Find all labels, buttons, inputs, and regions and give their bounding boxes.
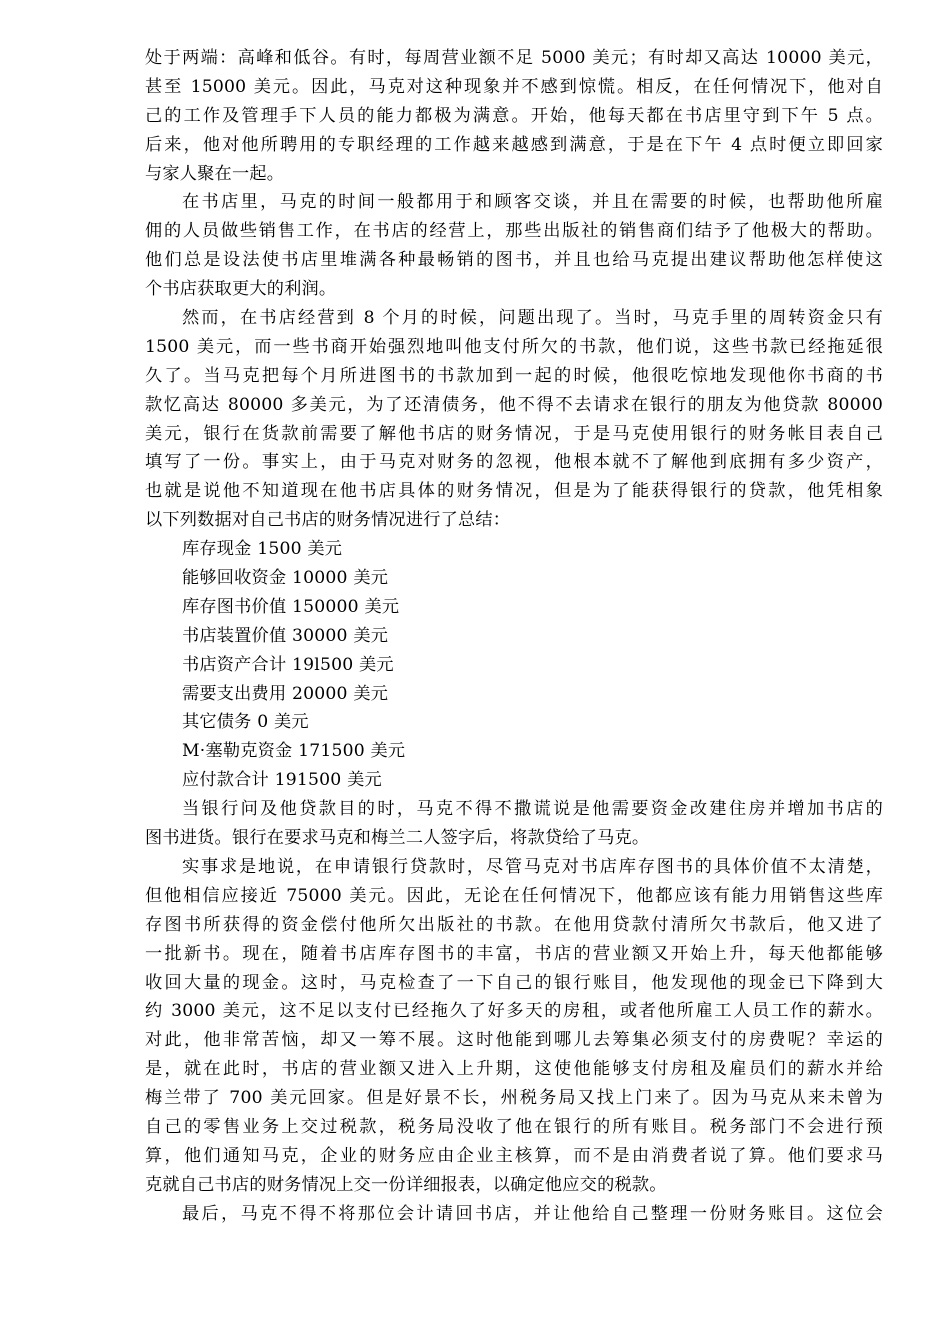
text-line: 填写了一份。事实上，由于马克对财务的忽视，他根本就不了解他到底拥有多少资产， <box>145 452 883 473</box>
text-line: 图书进货。银行在要求马克和梅兰二人签字后，将款贷给了马克。 <box>145 828 650 849</box>
text-line: 当银行问及他贷款目的时，马克不得不撒谎说是他需要资金改建住房并增加书店的 <box>182 799 883 820</box>
text-line: 是，就在此时，书店的营业额又进入上升期，这使他能够支付房租及雇员们的薪水并给 <box>145 1059 883 1080</box>
list-item: 书店装置价值 30000 美元 <box>182 625 389 646</box>
text-line: 个书店获取更大的利润。 <box>145 279 337 300</box>
text-line: 甚至 15000 美元。因此，马克对这种现象并不感到惊慌。相反，在任何情况下，他对自 <box>145 76 883 97</box>
document-page <box>145 44 883 1229</box>
paragraph-tax-trouble <box>145 853 883 1200</box>
paragraph-accountant-return <box>145 1200 883 1229</box>
text-line: 后来，他对他所聘用的专职经理的工作越来越感到满意，于是在下午 4 点时便立即回家 <box>145 134 883 155</box>
text-line: 最后，马克不得不将那位会计请回书店，并让他给自己整理一份财务账目。这位会 <box>182 1203 883 1224</box>
list-item: 应付款合计 191500 美元 <box>182 770 382 791</box>
list-item: 库存图书价值 150000 美元 <box>182 596 400 617</box>
text-line: 他们总是设法使书店里堆满各种最畅销的图书，并且也给马克提出建议帮助他怎样使这 <box>145 250 883 271</box>
list-item: 库存现金 1500 美元 <box>182 539 343 560</box>
text-line: 款忆高达 80000 多美元，为了还清债务，他不得不去请求在银行的朋友为他贷款 80000 <box>145 394 883 415</box>
list-item: 能够回收资金 10000 美元 <box>182 568 389 589</box>
text-line: 与家人聚在一起。 <box>145 163 285 184</box>
text-line: 收回大量的现金。这时，马克检查了一下自己的银行账目，他发现他的现金已下降到大 <box>145 972 883 993</box>
text-line: 存图书所获得的资金偿付他所欠出版社的书款。在他用贷款付清所欠书款后，他又进了 <box>145 914 883 935</box>
text-line: 1500 美元，而一些书商开始强烈地叫他支付所欠的书款，他们说，这些书款已经拖延很 <box>145 336 883 357</box>
list-item: 需要支出费用 20000 美元 <box>182 683 389 704</box>
financial-summary-list <box>145 535 883 795</box>
text-line: 以下列数据对自己书店的财务情况进行了总结： <box>145 510 511 531</box>
text-line: 一批新书。现在，随着书店库存图书的丰富，书店的营业额又开始上升，每天他都能够 <box>145 943 883 964</box>
text-line: 克就自己书店的财务情况上交一份详细报表，以确定他应交的税款。 <box>145 1174 667 1195</box>
list-item: 其它债务 0 美元 <box>182 712 309 733</box>
paragraph-bookstore-work <box>145 188 883 304</box>
text-line: 自己的零售业务上交过税款，税务局没收了他在银行的所有账目。税务部门不会进行预 <box>145 1116 883 1137</box>
text-line: 然而，在书店经营到 8 个月的时候，问题出现了。当时，马克手里的周转资金只有 <box>182 308 883 329</box>
text-line: 也就是说他不知道现在他书店具体的财务情况，但是为了能获得银行的贷款，他凭相象 <box>145 481 883 502</box>
text-line: 梅兰带了 700 美元回家。但是好景不长，州税务局又找上门来了。因为马克从来未曾为 <box>145 1088 883 1109</box>
list-item: M·塞勒克资金 171500 美元 <box>182 741 406 762</box>
text-line: 对此，他非常苦恼，却又一筹不展。这时他能到哪儿去筹集必须支付的房费呢？幸运的 <box>145 1030 883 1051</box>
text-line: 久了。当马克把每个月所进图书的书款加到一起的时候，他很吃惊地发现他你书商的书 <box>145 365 883 386</box>
list-item: 书店资产合计 19l500 美元 <box>182 654 394 675</box>
text-line: 但他相信应接近 75000 美元。因此，无论在任何情况下，他都应该有能力用销售这些库 <box>145 885 883 906</box>
paragraph-loan-purpose <box>145 795 883 853</box>
text-line: 在书店里，马克的时间一般都用于和顾客交谈，并且在需要的时候，也帮助他所雇 <box>182 192 883 213</box>
text-line: 佣的人员做些销售工作，在书店的经营上，那些出版社的销售商们结予了他极大的帮助。 <box>145 221 883 242</box>
paragraph-sales-fluctuation <box>145 44 883 188</box>
text-line: 约 3000 美元，这不足以支付已经拖久了好多天的房租，或者他所雇工人员工作的薪水。 <box>145 1001 883 1022</box>
text-line: 己的工作及管理手下人员的能力都极为满意。开始，他每天都在书店里守到下午 5 点。 <box>145 105 883 126</box>
text-line: 美元，银行在货款前需要了解他书店的财务情况，于是马克使用银行的财务帐目表自己 <box>145 423 883 444</box>
paragraph-problem-arises <box>145 304 883 535</box>
text-line: 实事求是地说，在申请银行贷款时，尽管马克对书店库存图书的具体价值不太清楚， <box>182 856 883 877</box>
text-line: 处于两端：高峰和低谷。有时，每周营业额不足 5000 美元；有时却又高达 10000 美元， <box>145 48 883 68</box>
text-line: 算，他们通知马克，企业的财务应由企业主核算，而不是由消费者说了算。他们要求马 <box>145 1145 883 1166</box>
